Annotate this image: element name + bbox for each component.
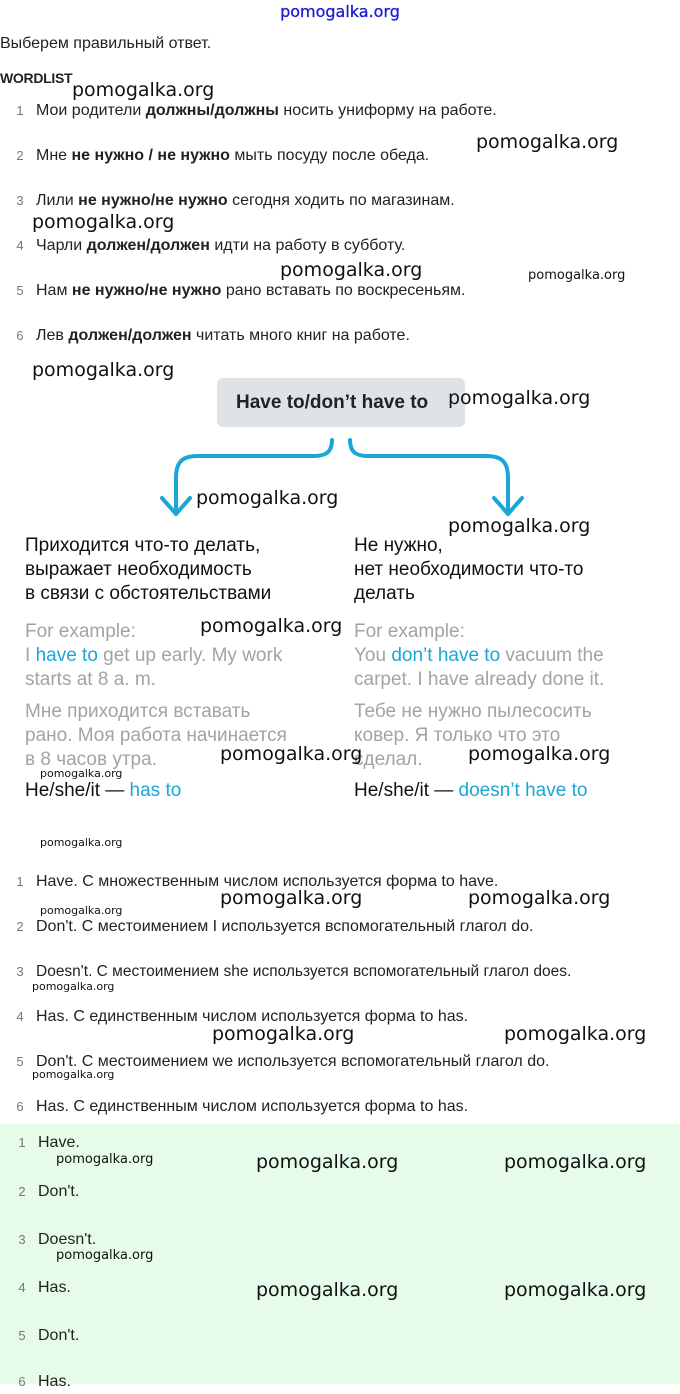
answer-text: Don't. xyxy=(38,1183,80,1200)
explanation-number: 4 xyxy=(16,1009,24,1024)
sentence-text: Лили не нужно/не нужно сегодня ходить по магазинам. xyxy=(36,192,455,209)
sentence-row xyxy=(0,99,680,123)
watermark: pomogalka.org xyxy=(32,359,175,381)
watermark: pomogalka.org xyxy=(220,743,363,765)
sentence-number: 1 xyxy=(16,103,24,118)
explanation-text: Don't. С местоимением we используется вспомогательный глагол do. xyxy=(36,1053,550,1070)
answer-number: 5 xyxy=(18,1328,26,1343)
right-example-line2: carpet. I have already done it. xyxy=(354,669,605,690)
explanation-text: Doesn't. С местоимением she используется вспомогательный глагол does. xyxy=(36,963,572,980)
sentence-text: Мои родители должны/должны носить униформу на работе. xyxy=(36,102,497,119)
watermark: pomogalka.org xyxy=(196,487,339,509)
sentence-text: Лев должен/должен читать много книг на работе. xyxy=(36,327,410,344)
watermark: pomogalka.org xyxy=(72,79,215,101)
watermark: pomogalka.org xyxy=(468,887,611,909)
watermark: pomogalka.org xyxy=(40,904,123,917)
sentence-text: Чарли должен/должен идти на работу в субботу. xyxy=(36,237,406,254)
watermark: pomogalka.org xyxy=(32,1068,115,1081)
answer-text: Has. xyxy=(38,1279,71,1296)
left-translation-line3: в 8 часов утра. xyxy=(25,749,157,770)
answer-row xyxy=(0,1180,680,1204)
right-example-line1: You don’t have to vacuum the xyxy=(354,645,604,666)
answer-number: 3 xyxy=(18,1232,26,1247)
explanation-number: 1 xyxy=(16,874,24,889)
answer-text: Have. xyxy=(38,1134,80,1151)
explanation-text: Has. С единственным числом используется форма to has. xyxy=(36,1098,469,1115)
answer-row xyxy=(0,1370,680,1394)
sentence-number: 2 xyxy=(16,148,24,163)
answer-text: Has. xyxy=(38,1373,71,1390)
sentence-number: 3 xyxy=(16,193,24,208)
left-example-line1: I have to get up early. My work xyxy=(25,645,283,666)
watermark: pomogalka.org xyxy=(200,615,343,637)
left-column-heading: Приходится что-то делать, выражает необходимость в связи с обстоятельствами xyxy=(25,535,272,604)
explanation-row xyxy=(0,1095,680,1119)
explanation-row xyxy=(0,915,680,939)
watermark: pomogalka.org xyxy=(220,887,363,909)
explanation-text: Has. С единственным числом используется форма to has. xyxy=(36,1008,469,1025)
watermark: pomogalka.org xyxy=(504,1023,647,1045)
diagram-title-box: Have to/don’t have to xyxy=(217,378,465,427)
sentence-row xyxy=(0,324,680,348)
answer-text: Doesn't. xyxy=(38,1231,97,1248)
watermark: pomogalka.org xyxy=(40,836,123,849)
sentence-text: Мне не нужно / не нужно мыть посуду после обеда. xyxy=(36,147,430,164)
left-translation-line2: рано. Моя работа начинается xyxy=(25,725,287,746)
explanation-number: 5 xyxy=(16,1054,24,1069)
answer-text: Don't. xyxy=(38,1327,80,1344)
answer-number: 2 xyxy=(18,1184,26,1199)
watermark: pomogalka.org xyxy=(504,1279,647,1301)
watermark: pomogalka.org xyxy=(32,211,175,233)
right-translation-line3: сделал. xyxy=(354,749,423,770)
left-translation-line1: Мне приходится вставать xyxy=(25,701,251,722)
watermark: pomogalka.org xyxy=(40,767,123,780)
sentence-number: 6 xyxy=(16,328,24,343)
answer-number: 4 xyxy=(18,1280,26,1295)
right-form-rule: He/she/it — doesn’t have to xyxy=(354,780,588,801)
explanation-number: 2 xyxy=(16,919,24,934)
sentence-row xyxy=(0,189,680,213)
watermark: pomogalka.org xyxy=(56,1248,154,1263)
watermark: pomogalka.org xyxy=(212,1023,355,1045)
right-translation-line1: Тебе не нужно пылесосить xyxy=(354,701,592,722)
watermark: pomogalka.org xyxy=(448,515,591,537)
sentence-text: Нам не нужно/не нужно рано вставать по воскресеньям. xyxy=(36,282,466,299)
watermark: pomogalka.org xyxy=(504,1151,647,1173)
answer-number: 1 xyxy=(18,1135,26,1150)
watermark: pomogalka.org xyxy=(280,259,423,281)
site-url-link[interactable]: pomogalka.org xyxy=(280,2,400,21)
right-arrow xyxy=(350,440,508,514)
intro-text: Выберем правильный ответ. xyxy=(0,35,212,52)
watermark: pomogalka.org xyxy=(468,743,611,765)
answer-row xyxy=(0,1324,680,1348)
watermark: pomogalka.org xyxy=(448,387,591,409)
watermark: pomogalka.org xyxy=(256,1279,399,1301)
left-form-rule: He/she/it — has to xyxy=(25,780,182,801)
sentence-row xyxy=(0,234,680,258)
left-example-line2: starts at 8 a. m. xyxy=(25,669,156,690)
right-translation-line2: ковер. Я только что это xyxy=(354,725,561,746)
watermark: pomogalka.org xyxy=(32,980,115,993)
wordlist-label: WORDLIST xyxy=(0,70,73,86)
sentence-number: 5 xyxy=(16,283,24,298)
watermark: pomogalka.org xyxy=(528,268,626,283)
right-example-label: For example: xyxy=(354,621,465,642)
sentence-number: 4 xyxy=(16,238,24,253)
explanation-number: 3 xyxy=(16,964,24,979)
watermark: pomogalka.org xyxy=(256,1151,399,1173)
watermark: pomogalka.org xyxy=(476,131,619,153)
left-example-label: For example: xyxy=(25,621,136,642)
explanation-number: 6 xyxy=(16,1099,24,1114)
explanation-text: Have. С множественным числом используется форма to have. xyxy=(36,873,499,890)
right-column-heading: Не нужно, нет необходимости что-то делать xyxy=(354,535,584,604)
answer-number: 6 xyxy=(18,1374,26,1389)
explanation-text: Don't. С местоимением I используется вспомогательный глагол do. xyxy=(36,918,534,935)
watermark: pomogalka.org xyxy=(56,1152,154,1167)
